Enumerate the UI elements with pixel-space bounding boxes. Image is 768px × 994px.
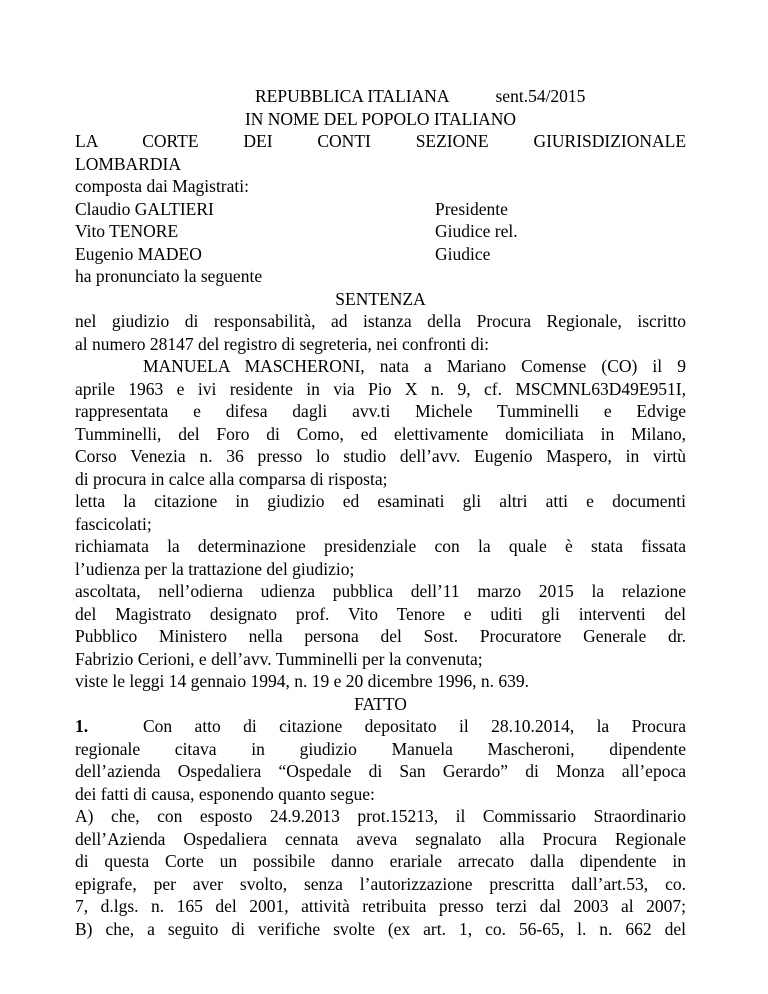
header-line: [75, 85, 686, 108]
document-body: [75, 85, 686, 940]
judge-role: Giudice rel.: [435, 221, 518, 241]
defendant-line: MANUELA MASCHERONI, nata a Mariano Comense (CO) il 9: [143, 356, 686, 376]
consideration-line: l’udienza per la trattazione del giudizio;: [75, 558, 355, 579]
judge-name: Vito TENORE: [75, 221, 179, 241]
intro-line: al numero 28147 del registro di segreteria, nei confronti di:: [75, 333, 490, 354]
facts-line: regionale citava in giudizio Manuela Mascheroni, dipendente: [75, 738, 686, 759]
facts-line: epigrafe, per aver svolto, senza l’autorizzazione prescritta dall’art.53, co.: [75, 873, 686, 894]
facts-text: Con atto di citazione depositato il 28.10.2014, la Procura: [143, 716, 686, 736]
facts-line: dell’Azienda Ospedaliera cennata aveva segnalato alla Procura Regionale: [75, 828, 686, 849]
judge-name: Claudio GALTIERI: [75, 198, 214, 219]
judge-row: [75, 220, 686, 243]
sentence-heading: SENTENZA: [335, 288, 426, 309]
judge-row: [75, 198, 686, 221]
paragraph-number: 1.: [75, 716, 89, 736]
judge-role: Giudice: [435, 243, 491, 264]
judge-name: Eugenio MADEO: [75, 243, 202, 264]
document-title: REPUBBLICA ITALIANA: [255, 86, 450, 106]
consideration-line: Pubblico Ministero nella persona del Sost. Procuratore Generale dr.: [75, 626, 686, 646]
facts-line: di questa Corte un possibile danno erariale arrecato dalla dipendente in: [75, 851, 686, 871]
judge-row: [75, 243, 686, 266]
facts-line: [75, 715, 686, 738]
court-word: SEZIONE: [415, 131, 489, 151]
intro-line: nel giudizio di responsabilità, ad istanza della Procura Regionale, iscritto: [75, 311, 686, 331]
document-subtitle: IN NOME DEL POPOLO ITALIANO: [244, 108, 517, 129]
pronounced-label: ha pronunciato la seguente: [75, 266, 263, 286]
consideration-line: del Magistrato designato prof. Vito Tenore e uditi gli interventi del: [75, 603, 686, 624]
composition-label: composta dai Magistrati:: [75, 176, 249, 196]
defendant-line: di procura in calce alla comparsa di risposta;: [75, 468, 388, 489]
consideration-line: fascicolati;: [75, 513, 152, 534]
court-word: CORTE: [142, 131, 199, 151]
consideration-line: letta la citazione in giudizio ed esaminati gli altri atti e documenti: [75, 491, 686, 511]
judge-role: Presidente: [435, 198, 508, 219]
court-word: LA: [75, 131, 98, 151]
sentence-reference: sent.54/2015: [495, 86, 586, 106]
facts-line: A) che, con esposto 24.9.2013 prot.15213, il Commissario Straordinario: [75, 806, 686, 826]
defendant-line: rappresentata e difesa dagli avv.ti Michele Tumminelli e Edvige: [75, 401, 686, 421]
consideration-line: ascoltata, nell’odierna udienza pubblica dell’11 marzo 2015 la relazione: [75, 581, 686, 601]
consideration-line: viste le leggi 14 gennaio 1994, n. 19 e 20 dicembre 1996, n. 639.: [75, 671, 529, 691]
facts-line: dell’azienda Ospedaliera “Ospedale di San Gerardo” di Monza all’epoca: [75, 761, 686, 781]
defendant-line: Corso Venezia n. 36 presso lo studio dell’avv. Eugenio Maspero, in virtù: [75, 446, 686, 466]
court-word: DEI: [243, 131, 273, 151]
facts-heading: FATTO: [354, 693, 407, 714]
defendant-line: Tumminelli, del Foro di Como, ed elettivamente domiciliata in Milano,: [75, 423, 686, 444]
defendant-line: aprile 1963 e ivi residente in via Pio X n. 9, cf. MSCMNL63D49E951I,: [75, 378, 686, 399]
facts-line: 7, d.lgs. n. 165 del 2001, attività retribuita presso terzi dal 2003 al 2007;: [75, 896, 686, 916]
consideration-line: Fabrizio Cerioni, e dell’avv. Tumminelli per la convenuta;: [75, 648, 483, 669]
court-region: LOMBARDIA: [75, 153, 181, 174]
court-word: CONTI: [317, 131, 371, 151]
consideration-line: richiamata la determinazione presidenziale con la quale è stata fissata: [75, 536, 686, 556]
court-word: GIURISDIZIONALE: [533, 131, 687, 151]
court-name-line: [75, 130, 686, 153]
facts-line: B) che, a seguito di verifiche svolte (ex art. 1, co. 56-65, l. n. 662 del: [75, 918, 686, 939]
facts-line: dei fatti di causa, esponendo quanto segue:: [75, 783, 375, 804]
